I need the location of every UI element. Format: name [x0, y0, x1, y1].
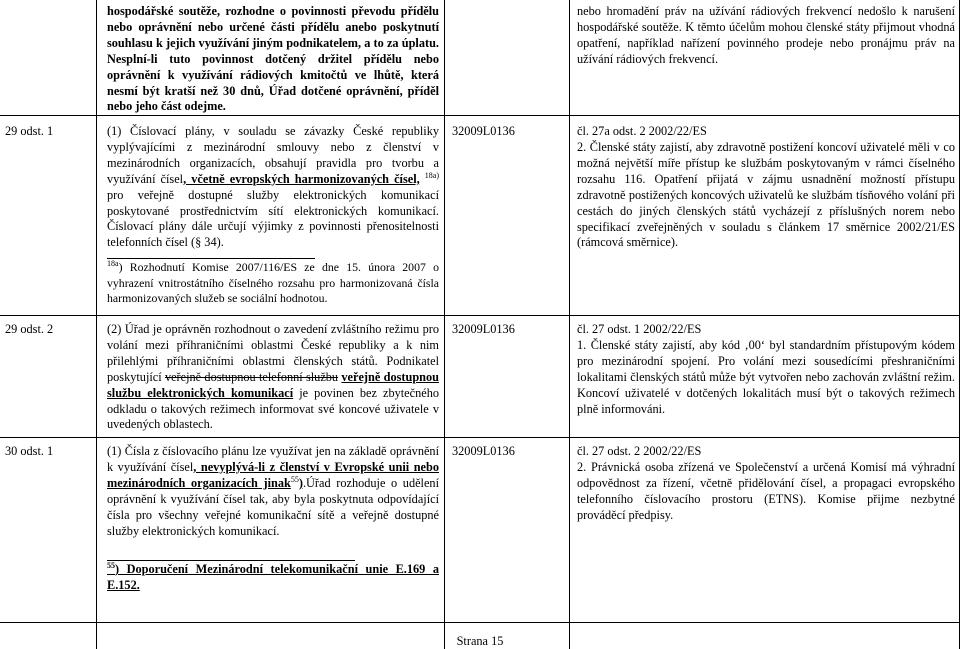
row2-eu-ref: čl. 27 odst. 1 2002/22/ES [577, 322, 702, 336]
row1-eu-ref: čl. 27a odst. 2 2002/22/ES [577, 124, 707, 138]
column-border-text [444, 0, 445, 649]
row2-section: 29 odst. 2 [5, 322, 54, 336]
row-border [0, 315, 960, 316]
page-label: Strana [456, 634, 489, 648]
text-run: hospodářské soutěže, rozhodne o povinnosti převodu přídělu nebo oprávnění nebo určené části přídělu anebo poskytnutí souhlasu k jejich využívání jiným podnikatelem, a to za úplatu. [107, 4, 439, 50]
row3-eu-ref: čl. 27 odst. 2 2002/22/ES [577, 444, 702, 458]
page-number-value: 15 [491, 634, 504, 648]
text-run: 55 [290, 474, 299, 484]
text-run: pro veřejně dostupné služby elektronických komunikací poskytované prostřednictvím sítí elektronických komunikací. Číslovací plány dále určují výjimky z povinnosti přenositelnosti telefonních čísel (§ 34). [107, 187, 439, 250]
row1-footnote [107, 260, 439, 307]
text-run: 18a) [424, 170, 440, 180]
text-run: (1) Číslovací plány, v souladu se závazky České republiky vyplývajícími z mezinárodní smlouvy nebo z členství v mezinárodních organizacích, obsahují pravidla pro tvorbu a využívání čísel [107, 124, 439, 186]
row-border [0, 437, 960, 438]
page-number [0, 634, 960, 649]
row2-eu-text: 1. Členské státy zajistí, aby kód ‚00‘ byl standardním přístupovým kódem pro mezinárodní spojení. Pro volání mezi sousedícími přeshraničními lokalitami členských států může být vytvořen nebo zachován zvláštní režim. Koncoví uživatelé v dotčených lokalitách musí být o takových režimech plně informováni. [577, 338, 955, 416]
row0-czech-text [107, 4, 439, 115]
row2-celex: 32009L0136 [452, 322, 515, 336]
row1-eu-text: 2. Členské státy zajistí, aby zdravotně postižení koncoví uživatelé měli v co možná největší míře přístup ke službám poskytovaným v rámci číselného rozsahu 116. Opatření přijatá v zájmu usnadnění možností přístupu zdravotně postižených koncových uživatelů ke službám tísňového volání při cestách do jiných členských států vycházejí z příslušných norem nebo specifikací zveřejněných v souladu s článkem 17 směrnice 2002/21/ES (rámcová směrnice). [577, 140, 955, 250]
text-run: veřejně dostupnou službu elektronických komunikací [107, 369, 439, 400]
row2-czech-text [107, 322, 439, 433]
row3-czech-text [107, 444, 439, 539]
row3-footnote [107, 562, 439, 594]
text-run: je povinen bez zbytečného odkladu o takových režimech informovat své koncové uživatele v uvedených oblastech. [107, 385, 439, 432]
text-run: Nesplní-li tuto povinnost dotčený držitel přídělu nebo oprávnění k využívání rádiových kmitočtů ve lhůtě, která nesmí být kratší než 30 dnů, Úřad dotčené oprávnění, příděl nebo jeho část odejme. [107, 51, 439, 114]
footnote-mark: 55 [107, 560, 115, 570]
text-run: ) [298, 475, 303, 490]
row-border [0, 622, 960, 623]
row3-celex: 32009L0136 [452, 444, 515, 458]
footnote-text: ) Doporučení Mezinárodní telekomunikační unie E.169 a E.152. [107, 562, 439, 592]
footnote-rule [107, 258, 315, 259]
column-border-left [96, 0, 97, 649]
footnote-mark: 18a [107, 259, 119, 269]
text-run: .Úřad rozhoduje o udělení oprávnění k využívání čísel tak, aby byla poskytnuta odpovídající čísla pro všechny veřejné komunikační sítě a veřejně dostupné služby elektronických komunikací. [107, 475, 439, 538]
row1-section: 29 odst. 1 [5, 124, 54, 138]
text-run: , nevyplývá-li z členství v Evropské unii nebo mezinárodních organizacích jinak [107, 459, 439, 490]
column-border-celex [569, 0, 570, 649]
row3-section: 30 odst. 1 [5, 444, 54, 458]
row1-celex: 32009L0136 [452, 124, 515, 138]
row1-czech-text [107, 124, 439, 251]
row3-eu-text: 2. Právnická osoba zřízená ve Společenství a určená Komisí má výhradní odpovědnost za řízení, včetně přidělování čísel, a propagaci evropského telefonního číslovacího prostoru (ETNS). Komise přijme nezbytné prováděcí předpisy. [577, 460, 955, 522]
text-run: veřejně dostupnou telefonní službu [164, 369, 339, 384]
row0-eu-text: nebo hromadění práv na užívání rádiových frekvencí nedošlo k narušení hospodářské soutěže. K těmto účelům mohou členské státy přijmout vhodná opatření, například nařízení povinného prodeje nebo pronájmu práv na užívání rádiových frekvencí. [577, 4, 955, 66]
text-run: (1) Čísla z číslovacího plánu lze využívat jen na základě oprávnění k využívání čísel [107, 444, 439, 474]
text-run: (2) Úřad je oprávněn rozhodnout o zavedení zvláštního režimu pro volání mezi příhraničními oblastmi České republiky a k nim přilehlými příhraničními oblastmi členských států. Podnikatel poskytující [107, 322, 439, 384]
footnote-text: ) Rozhodnutí Komise 2007/116/ES ze dne 15. února 2007 o vyhrazení vnitrostátního číselného rozsahu pro harmonizovaná čísla harmonizovaných služeb se sociální hodnotou. [107, 260, 439, 306]
footnote-rule [107, 560, 355, 561]
text-run: , včetně evropských harmonizovaných čísel, [183, 171, 420, 186]
